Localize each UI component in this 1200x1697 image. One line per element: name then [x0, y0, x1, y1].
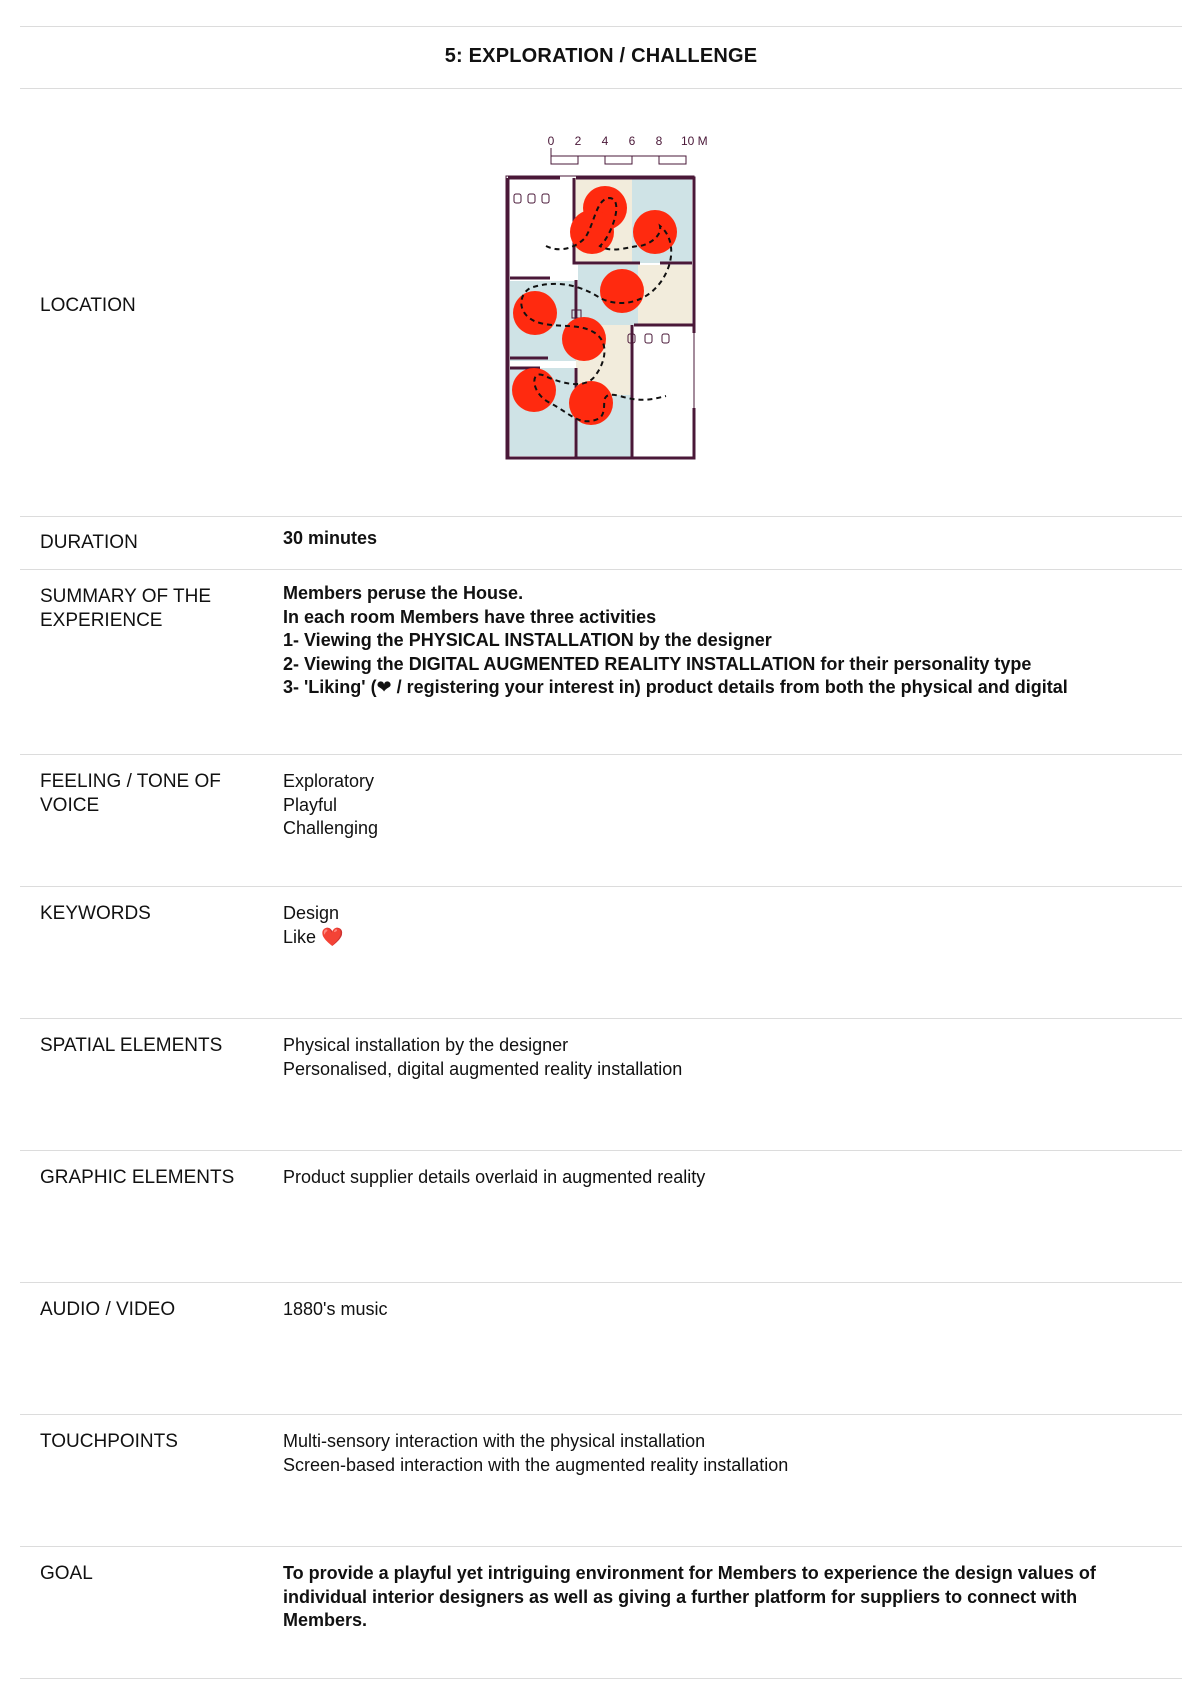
- keywords-value: [283, 902, 1173, 949]
- touchpoint-line: Multi-sensory interaction with the physical installation: [283, 1431, 706, 1451]
- summary-line: In each room Members have three activities: [283, 606, 657, 627]
- audio-value: [283, 1298, 1173, 1322]
- summary-label-line: EXPERIENCE: [40, 610, 163, 631]
- feeling-label: [40, 770, 270, 818]
- installation-marker: [562, 317, 606, 361]
- audio-line: 1880's music: [283, 1299, 388, 1319]
- summary-line: 3- 'Liking' (❤ / registering your interest in) product details from both the physical and digital: [283, 677, 1068, 697]
- divider: [20, 88, 1182, 89]
- touchpoint-line: Screen-based interaction with the augmented reality installation: [283, 1454, 789, 1475]
- feeling-line: Challenging: [283, 818, 379, 838]
- location-label: LOCATION: [40, 295, 136, 316]
- divider: [20, 754, 1182, 755]
- installation-marker: [569, 381, 613, 425]
- scale-end-label: 10 M: [681, 134, 708, 148]
- divider: [20, 1678, 1182, 1679]
- divider: [20, 26, 1182, 27]
- summary-label-line: SUMMARY OF THE: [40, 586, 212, 607]
- summary-line: 1- Viewing the PHYSICAL INSTALLATION by the designer: [283, 630, 772, 650]
- spatial-line: Personalised, digital augmented reality installation: [283, 1058, 683, 1079]
- scale-tick-label: 4: [601, 134, 609, 148]
- summary-line: 2- Viewing the DIGITAL AUGMENTED REALITY INSTALLATION for their personality type: [283, 653, 1032, 674]
- duration-value: 30 minutes: [283, 528, 378, 548]
- divider: [20, 516, 1182, 517]
- divider: [20, 569, 1182, 570]
- goal-value: To provide a playful yet intriguing environment for Members to experience the design values of individual interior designers as well as giving a further platform for suppliers to connect with Members.: [283, 1563, 1096, 1630]
- feeling-value: [283, 770, 1173, 841]
- installation-marker: [570, 210, 614, 254]
- divider: [20, 1282, 1182, 1283]
- keyword-line: [283, 926, 1173, 950]
- floor-plan: [500, 128, 710, 468]
- installation-marker: [513, 291, 557, 335]
- summary-line: Members peruse the House.: [283, 583, 524, 603]
- spatial-line: Physical installation by the designer: [283, 1035, 569, 1055]
- keywords-label: KEYWORDS: [40, 903, 151, 924]
- scale-tick-label: 0: [547, 134, 555, 148]
- keyword-line: Design: [283, 903, 340, 923]
- heart-icon: ❤️: [321, 926, 344, 947]
- audio-label: AUDIO / VIDEO: [40, 1299, 176, 1320]
- scale-tick-label: 8: [655, 134, 663, 148]
- touchpoints-label: TOUCHPOINTS: [40, 1431, 178, 1452]
- divider: [20, 1018, 1182, 1019]
- keyword-text: Like: [283, 926, 317, 947]
- feeling-label-line: VOICE: [40, 795, 100, 816]
- feeling-line: Exploratory: [283, 771, 375, 791]
- graphic-value: [283, 1166, 1173, 1190]
- duration-label: DURATION: [40, 532, 138, 553]
- divider: [20, 1546, 1182, 1547]
- divider: [20, 1150, 1182, 1151]
- spatial-label: SPATIAL ELEMENTS: [40, 1035, 223, 1056]
- summary-label: [40, 585, 270, 633]
- spatial-value: [283, 1034, 1173, 1081]
- goal-label: GOAL: [40, 1563, 93, 1584]
- feeling-label-line: FEELING / TONE OF: [40, 771, 221, 792]
- page-title: 5: EXPLORATION / CHALLENGE: [444, 45, 758, 67]
- graphic-label: GRAPHIC ELEMENTS: [40, 1167, 235, 1188]
- summary-value: [283, 582, 1173, 700]
- scale-tick-label: 2: [574, 134, 582, 148]
- graphic-line: Product supplier details overlaid in augmented reality: [283, 1167, 706, 1187]
- scale-bar: [548, 134, 708, 164]
- touchpoints-value: [283, 1430, 1173, 1477]
- scale-tick-label: 6: [628, 134, 636, 148]
- divider: [20, 886, 1182, 887]
- feeling-line: Playful: [283, 794, 338, 815]
- divider: [20, 1414, 1182, 1415]
- installation-marker: [600, 269, 644, 313]
- installation-marker: [512, 368, 556, 412]
